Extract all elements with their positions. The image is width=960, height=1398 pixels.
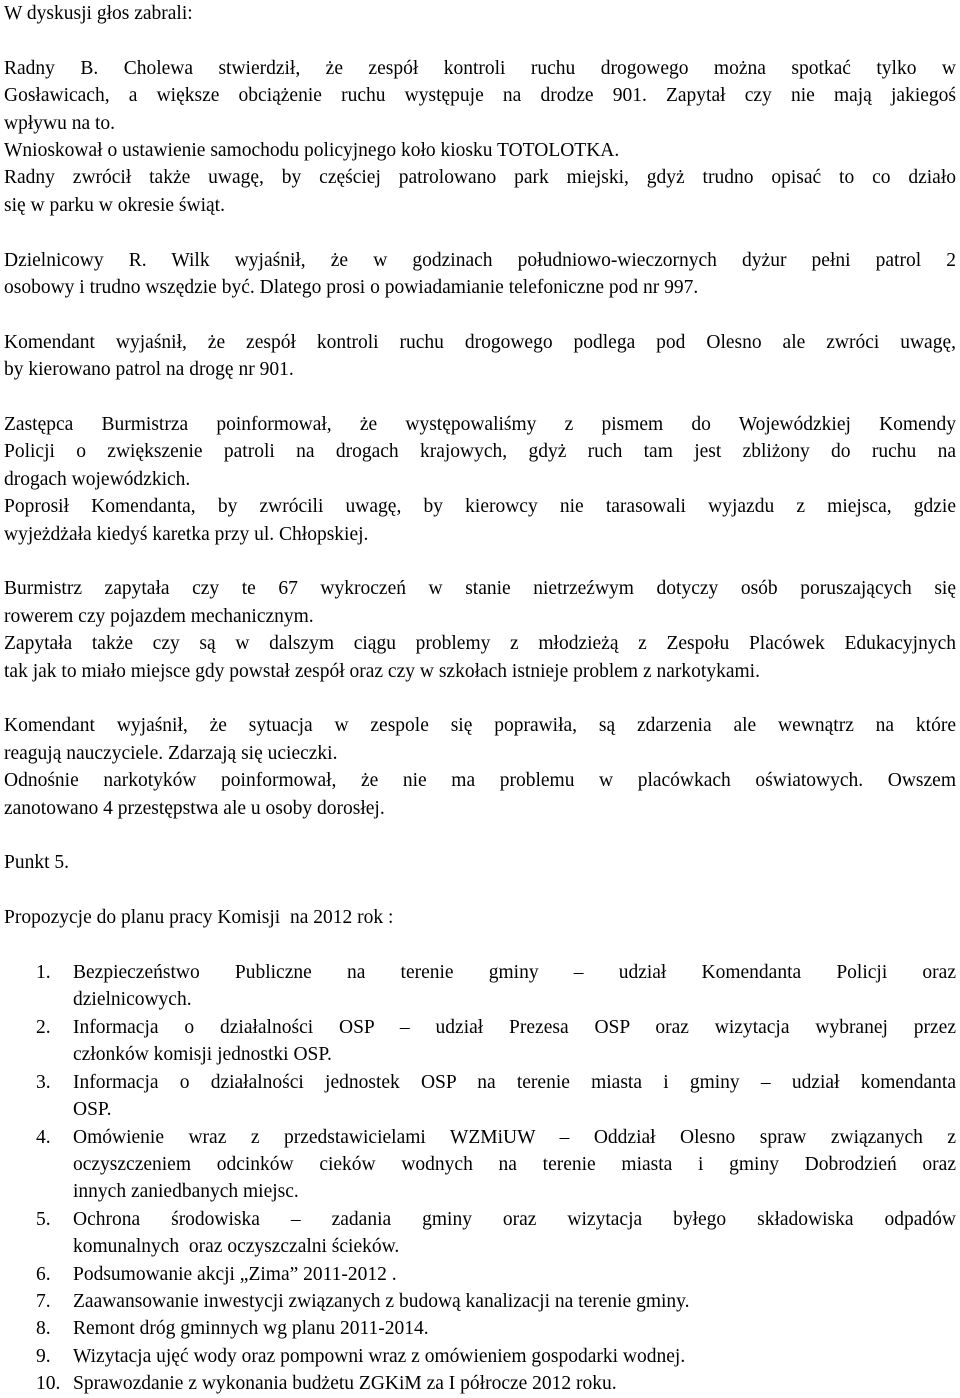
list-item bbox=[4, 1069, 956, 1124]
list-item bbox=[4, 959, 956, 1014]
list-item-text bbox=[73, 1069, 956, 1124]
text-line: rowerem czy pojazdem mechanicznym. bbox=[4, 605, 314, 627]
list-item-number: 7. bbox=[36, 1290, 51, 1312]
list-item bbox=[4, 1014, 956, 1069]
text-line: Ochrona środowiska – zadania gminy oraz wizytacja byłego składowiska odpadów bbox=[73, 1208, 956, 1230]
spacer bbox=[4, 219, 956, 246]
text-line: oczyszczeniem odcinków cieków wodnych na terenie miasta i gminy Dobrodzień oraz bbox=[73, 1153, 956, 1175]
list-item-text bbox=[73, 959, 956, 1014]
list-item bbox=[4, 1343, 956, 1370]
list-item bbox=[4, 1206, 956, 1261]
discussion-body bbox=[4, 55, 956, 959]
text-line: Komendant wyjaśnił, że zespół kontroli ruchu drogowego podlega pod Olesno ale zwróci uwagę, bbox=[4, 331, 956, 353]
text-line: Policji o zwiększenie patroli na drogach krajowych, gdyż ruch tam jest zbliżony do ruchu na bbox=[4, 441, 956, 463]
list-item-text bbox=[73, 1206, 956, 1261]
spacer bbox=[4, 932, 956, 959]
list-item-number: 5. bbox=[36, 1208, 51, 1230]
text-line: Podsumowanie akcji „Zima” 2011-2012 . bbox=[73, 1263, 397, 1285]
text-line: Burmistrz zapytała czy te 67 wykroczeń w stanie nietrzeźwym dotyczy osób poruszających się bbox=[4, 578, 956, 600]
spacer bbox=[4, 877, 956, 904]
list-item-text bbox=[73, 1370, 956, 1397]
list-item-text bbox=[73, 1124, 956, 1206]
text-line: Poprosił Komendanta, by zwrócili uwagę, by kierowcy nie tarasowali wyjazdu z miejsca, gdzie bbox=[4, 496, 956, 518]
text-line: Omówienie wraz z przedstawicielami WZMiUW – Oddział Olesno spraw związanych z bbox=[73, 1126, 956, 1148]
text-line: Radny zwrócił także uwagę, by częściej patrolowano park miejski, gdyż trudno opisać to co działo bbox=[4, 167, 956, 189]
text-line: Zapytała także czy są w dalszym ciągu problemy z młodzieżą z Zespołu Placówek Edukacyjnych bbox=[4, 633, 956, 655]
list-item bbox=[4, 1261, 956, 1288]
text-line: Bezpieczeństwo Publiczne na terenie gminy – udział Komendanta Policji oraz bbox=[73, 962, 956, 984]
list-item bbox=[4, 1315, 956, 1342]
spacer bbox=[4, 301, 956, 328]
text-line: wpływu na to. bbox=[4, 112, 116, 134]
text-line: Propozycje do planu pracy Komisji na 2012 rok : bbox=[4, 907, 394, 929]
paragraph bbox=[4, 849, 956, 876]
text-line: innych zaniedbanych miejsc. bbox=[73, 1181, 299, 1203]
text-line: Informacja o działalności OSP – udział Prezesa OSP oraz wizytacja wybranej przez bbox=[73, 1016, 956, 1038]
spacer bbox=[4, 27, 956, 54]
list-item bbox=[4, 1370, 956, 1397]
text-line: tak jak to miało miejsce gdy powstał zespół oraz czy w szkołach istnieje problem z narkotykami. bbox=[4, 660, 760, 682]
text-line: osobowy i trudno wszędzie być. Dlatego prosi o powiadamianie telefoniczne pod nr 997. bbox=[4, 277, 699, 299]
list-item bbox=[4, 1288, 956, 1315]
list-item-number: 4. bbox=[36, 1126, 51, 1148]
spacer bbox=[4, 384, 956, 411]
text-line: reagują nauczyciele. Zdarzają się ucieczki. bbox=[4, 742, 338, 764]
spacer bbox=[4, 822, 956, 849]
spacer bbox=[4, 548, 956, 575]
text-line: dzielnicowych. bbox=[73, 989, 192, 1011]
work-plan-list bbox=[4, 959, 956, 1398]
list-item-number: 8. bbox=[36, 1318, 51, 1340]
discussion-heading: W dyskusji głos zabrali: bbox=[4, 3, 193, 24]
text-line: Punkt 5. bbox=[4, 852, 70, 874]
text-line: Zastępca Burmistrza poinformował, że występowaliśmy z pismem do Wojewódzkiej Komendy bbox=[4, 414, 956, 436]
list-item-text bbox=[73, 1288, 956, 1315]
text-line: członków komisji jednostki OSP. bbox=[73, 1044, 332, 1066]
list-item-number: 6. bbox=[36, 1263, 51, 1285]
list-item-text bbox=[73, 1261, 956, 1288]
text-line: Odnośnie narkotyków poinformował, że nie ma problemu w placówkach oświatowych. Owszem bbox=[4, 770, 956, 792]
list-item-text bbox=[73, 1315, 956, 1342]
text-line: Sprawozdanie z wykonania budżetu ZGKiM za I półrocze 2012 roku. bbox=[73, 1373, 617, 1395]
paragraph bbox=[4, 55, 956, 219]
paragraph bbox=[4, 904, 956, 931]
text-line: Zaawansowanie inwestycji związanych z budową kanalizacji na terenie gminy. bbox=[73, 1290, 690, 1312]
paragraph bbox=[4, 329, 956, 384]
paragraph bbox=[4, 411, 956, 548]
paragraph bbox=[4, 712, 956, 822]
list-item-number: 1. bbox=[36, 962, 51, 984]
text-line: by kierowano patrol na drogę nr 901. bbox=[4, 359, 294, 381]
paragraph bbox=[4, 575, 956, 685]
list-item-number: 3. bbox=[36, 1071, 51, 1093]
list-item-text bbox=[73, 1014, 956, 1069]
text-line: Remont dróg gminnych wg planu 2011-2014. bbox=[73, 1318, 429, 1340]
document-page bbox=[4, 0, 956, 1398]
text-line: Informacja o działalności jednostek OSP na terenie miasta i gminy – udział komendanta bbox=[73, 1071, 956, 1093]
text-line: się w parku w okresie świąt. bbox=[4, 194, 225, 216]
list-item bbox=[4, 1124, 956, 1206]
text-line: komunalnych oraz oczyszczalni ścieków. bbox=[73, 1236, 400, 1258]
text-line: wyjeżdżała kiedyś karetka przy ul. Chłopskiej. bbox=[4, 523, 369, 545]
list-item-number: 9. bbox=[36, 1345, 51, 1367]
text-line: Dzielnicowy R. Wilk wyjaśnił, że w godzinach południowo-wieczornych dyżur pełni patrol 2 bbox=[4, 249, 956, 271]
paragraph bbox=[4, 247, 956, 302]
text-line: drogach wojewódzkich. bbox=[4, 468, 191, 490]
text-line: Komendant wyjaśnił, że sytuacja w zespole się poprawiła, są zdarzenia ale wewnątrz na które bbox=[4, 715, 956, 737]
text-line: OSP. bbox=[73, 1099, 112, 1121]
list-item-number: 10. bbox=[36, 1373, 61, 1395]
list-item-number: 2. bbox=[36, 1016, 51, 1038]
text-line: Wizytacja ujęć wody oraz pompowni wraz z omówieniem gospodarki wodnej. bbox=[73, 1345, 686, 1367]
text-line: Wnioskował o ustawienie samochodu policyjnego koło kiosku TOTOLOTKA. bbox=[4, 140, 620, 162]
text-line: zanotowano 4 przestępstwa ale u osoby dorosłej. bbox=[4, 797, 385, 819]
text-line: Gosławicach, a większe obciążenie ruchu występuje na drodze 901. Zapytał czy nie mają jakiegoś bbox=[4, 85, 956, 107]
spacer bbox=[4, 685, 956, 712]
list-item-text bbox=[73, 1343, 956, 1370]
text-line: Radny B. Cholewa stwierdził, że zespół kontroli ruchu drogowego można spotkać tylko w bbox=[4, 57, 956, 79]
